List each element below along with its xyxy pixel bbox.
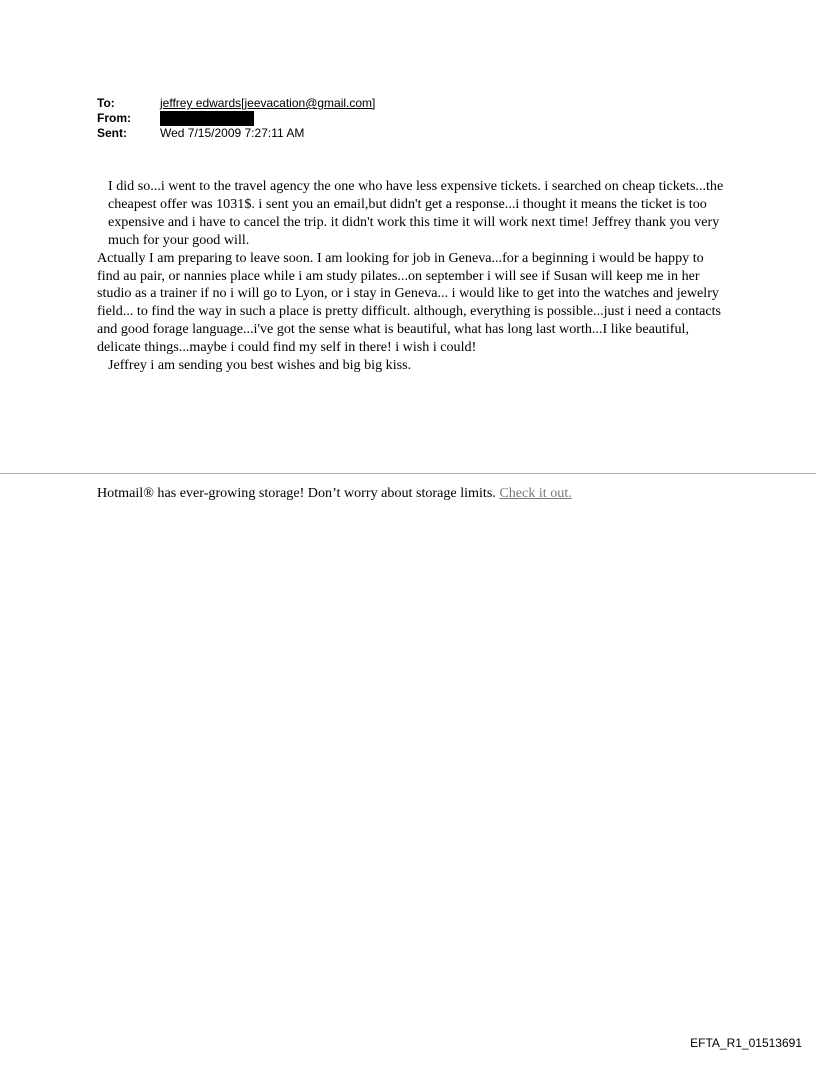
from-value: [160, 111, 254, 126]
sent-row: [97, 126, 375, 141]
to-label: To:: [97, 96, 115, 110]
body-paragraph-2: Actually I am preparing to leave soon. I am looking for job in Geneva...for a beginning i would be happy to find au pair, or nannies place while i am study pilates...on september i will see if Susan will keep me in her studio as a trainer if no i will go to Lyon, or i stay in Geneva... i would like to get into the watches and jewelry field... to find the way in such a place is pretty difficult. although, everything is possible...just i need a contacts and good forage language...i've got the sense what is beautiful, what has long last worth...I like beautiful, delicate things...maybe i could find my self in there! i wish i could!: [97, 249, 722, 356]
redaction-box: [160, 111, 254, 126]
footer-divider: [0, 473, 816, 474]
footer-text: Hotmail® has ever-growing storage! Don’t worry about storage limits.: [97, 485, 500, 501]
to-value[interactable]: jeffrey edwards[jeevacation@gmail.com]: [160, 96, 376, 110]
check-it-out-link[interactable]: Check it out.: [499, 485, 572, 501]
email-header: [97, 96, 375, 141]
email-body: [97, 178, 729, 375]
hotmail-footer: [97, 484, 572, 502]
sent-label: Sent:: [97, 126, 127, 140]
body-paragraph-3: Jeffrey i am sending you best wishes and big big kiss.: [108, 357, 412, 374]
to-row: [97, 96, 375, 111]
from-label: From:: [97, 111, 131, 125]
document-id: EFTA_R1_01513691: [690, 1036, 802, 1050]
sent-value: Wed 7/15/2009 7:27:11 AM: [160, 126, 305, 140]
from-row: [97, 111, 375, 126]
body-paragraph-1: I did so...i went to the travel agency the one who have less expensive tickets. i searched on cheap tickets...the cheapest offer was 1031$. i sent you an email,but didn't get a response...i thought it means the ticket is too expensive and i have to cancel the trip. it didn't work this time it will work next time! Jeffrey thank you very much for your good will.: [108, 178, 724, 248]
